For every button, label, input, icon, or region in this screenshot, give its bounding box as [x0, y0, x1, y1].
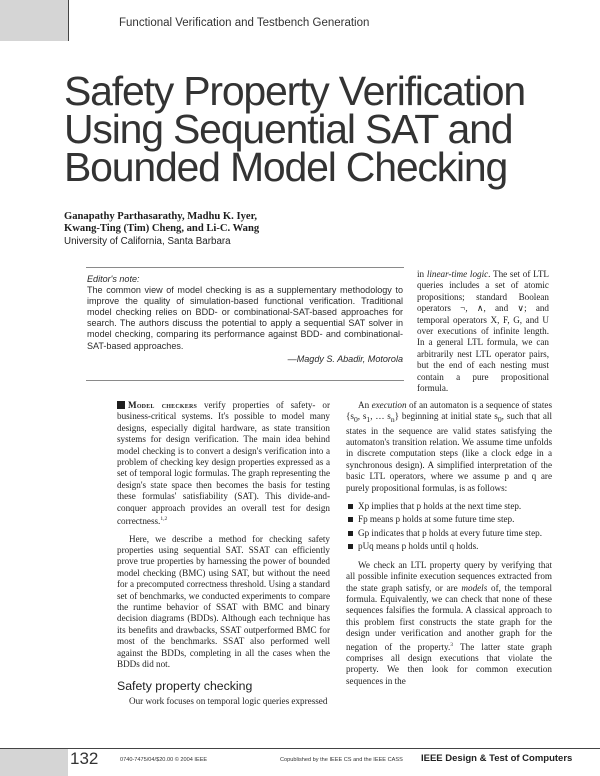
intro-paragraph — [117, 400, 330, 528]
list-item: Fp means p holds at some future time step. — [346, 513, 552, 526]
page-number: 132 — [70, 749, 99, 768]
rc-text-d: , … s — [370, 411, 391, 422]
authors-line-2: Kwang-Ting (Tim) Cheng, and Li-C. Wang — [64, 223, 260, 235]
rc-text-c: , s — [357, 411, 367, 422]
section-title: Functional Verification and Testbench Generation — [119, 17, 370, 29]
right-top-paragraph — [417, 269, 549, 394]
editors-note-signature: —Magdy S. Abadir, Motorola — [287, 353, 403, 364]
list-item: Gp indicates that p holds at every future time step. — [346, 527, 552, 540]
editors-note-body: The common view of model checking is as a supplementary methodology to improve the quality of simulation-based functional verification. Traditional model checking relies on BDD- or combinational-SAT-based approaches for search. The authors discuss the potential to apply a sequential SAT solver in model checking, comparing its performance against BDD- and combinational-SAT-based approaches. — [87, 285, 403, 351]
rc-sub: 0 — [353, 415, 358, 425]
rc2-text-b: of, the temporal formula. Equivalently, we can check that none of these sequences falsifies the formula. A classical approach to this problem first constructs the state graph for the design under verification and another graph for the negation of the property. — [346, 582, 552, 652]
header-band — [0, 0, 600, 41]
footer-gray-block — [0, 749, 68, 776]
intro-text: verify properties of safety- or business-critical systems. It's possible to model many designs, especially digital hardware, as state transition systems for design verification. The main idea behind model checking is to convert a design's verification into a problem of checking key design properties expressed as a set of temporal logic formulas. The graph representing the design's state space then becomes the basis for testing these formulas' satisfiability (SAT). This divide-and-conquer approach provides an overall test for design correctness. — [117, 400, 330, 527]
lead-in: Model checkers — [128, 400, 198, 410]
paragraph-3: Our work focuses on temporal logic queries expressed — [129, 696, 328, 707]
ltl-check-paragraph — [346, 560, 552, 688]
rc-text-e: } beginning at initial state s — [394, 411, 498, 422]
right-column — [346, 400, 552, 687]
editors-note-title: Editor's note: — [87, 274, 140, 284]
title-line-3: Bounded Model Checking — [64, 144, 508, 190]
rc-text-b: of an automaton is a sequence of states {s — [346, 400, 552, 422]
rc-em: execution — [371, 400, 407, 410]
rc2-em: models — [461, 582, 488, 593]
authors-line-1: Ganapathy Parthasarathy, Madhu K. Iyer, — [64, 211, 257, 222]
rc2-text-c: The latter state graph comprises all design executions that violate the property. We then look for common execution sequences in the — [346, 641, 552, 686]
affiliation: University of California, Santa Barbara — [64, 235, 231, 247]
list-item: Xp implies that p holds at the next time step. — [346, 500, 552, 513]
editors-note-box — [86, 267, 404, 381]
footer-copublished: Copublished by the IEEE CS and the IEEE CASS — [280, 757, 403, 763]
rc2-text-a: We check an LTL property query by verifying that all possible infinite execution sequences extracted from the state graph satisfy, or are — [346, 559, 552, 593]
author-block — [64, 211, 444, 248]
header-gray-block — [0, 0, 68, 41]
left-column — [117, 400, 330, 708]
rt-rest: . The set of LTL queries includes a set of atomic propositions; standard Boolean operators ¬, ∧, and ∨; and temporal operators X, F, G, and U over executions of infinite length. In a general LTL formula, we can arbitrarily nest LTL operator pairs, but the end of each nesting must contain a pure propositional formula. — [417, 269, 549, 394]
section-start-square-icon — [117, 401, 125, 409]
ref-marker: 3 — [450, 641, 454, 648]
list-item: pUq means p holds until q holds. — [346, 540, 552, 553]
rt-italic: linear-time logic — [426, 269, 489, 279]
title-line-2: Using Sequential SAT and — [64, 106, 513, 152]
ltl-operator-list — [346, 500, 552, 554]
title-line-1: Safety Property Verification — [64, 68, 525, 114]
rc-sub: n — [390, 415, 395, 425]
footer-issn: 0740-7475/04/$20.00 © 2004 IEEE — [120, 757, 208, 763]
rc-text-f: , such that all states in the sequence are valid states satisfying the automaton's transition relation. We assume time unfolds in discrete computation steps (like a clock edge in a synchronous design). A simplified interpretation of the basic LTL operators, where we assume p and q are purely propositional formulas, is as follows: — [346, 411, 552, 493]
footer-journal-name: IEEE Design & Test of Computers — [421, 753, 573, 764]
subhead-safety-property: Safety property checking — [117, 679, 253, 694]
rc-sub: 1 — [366, 415, 371, 425]
article-title — [64, 68, 584, 190]
rc-text-a: An — [358, 400, 372, 410]
rt-lead: in — [417, 269, 427, 279]
paragraph-2: Here, we describe a method for checking safety properties using sequential SAT. SSAT can efficiently prove true properties by harnessing the power of bounded model checking (BMC) using SAT, but without the need for a precomputed correctness threshold. Using a standard set of benchmarks, we conducted experiments to compare the runtime behavior of SSAT with BMC and binary decision diagrams (BDDs). Although each technique has its benefits and drawbacks, SSAT outperformed BMC for most of the benchmarks. SSAT also performed well against the BDDs, completing in all the cases when the BDDs did not. — [117, 533, 330, 669]
execution-paragraph — [346, 400, 552, 494]
rc-sub: 0 — [497, 415, 502, 425]
ref-marker: 1,2 — [160, 516, 168, 523]
header-divider — [68, 0, 69, 41]
